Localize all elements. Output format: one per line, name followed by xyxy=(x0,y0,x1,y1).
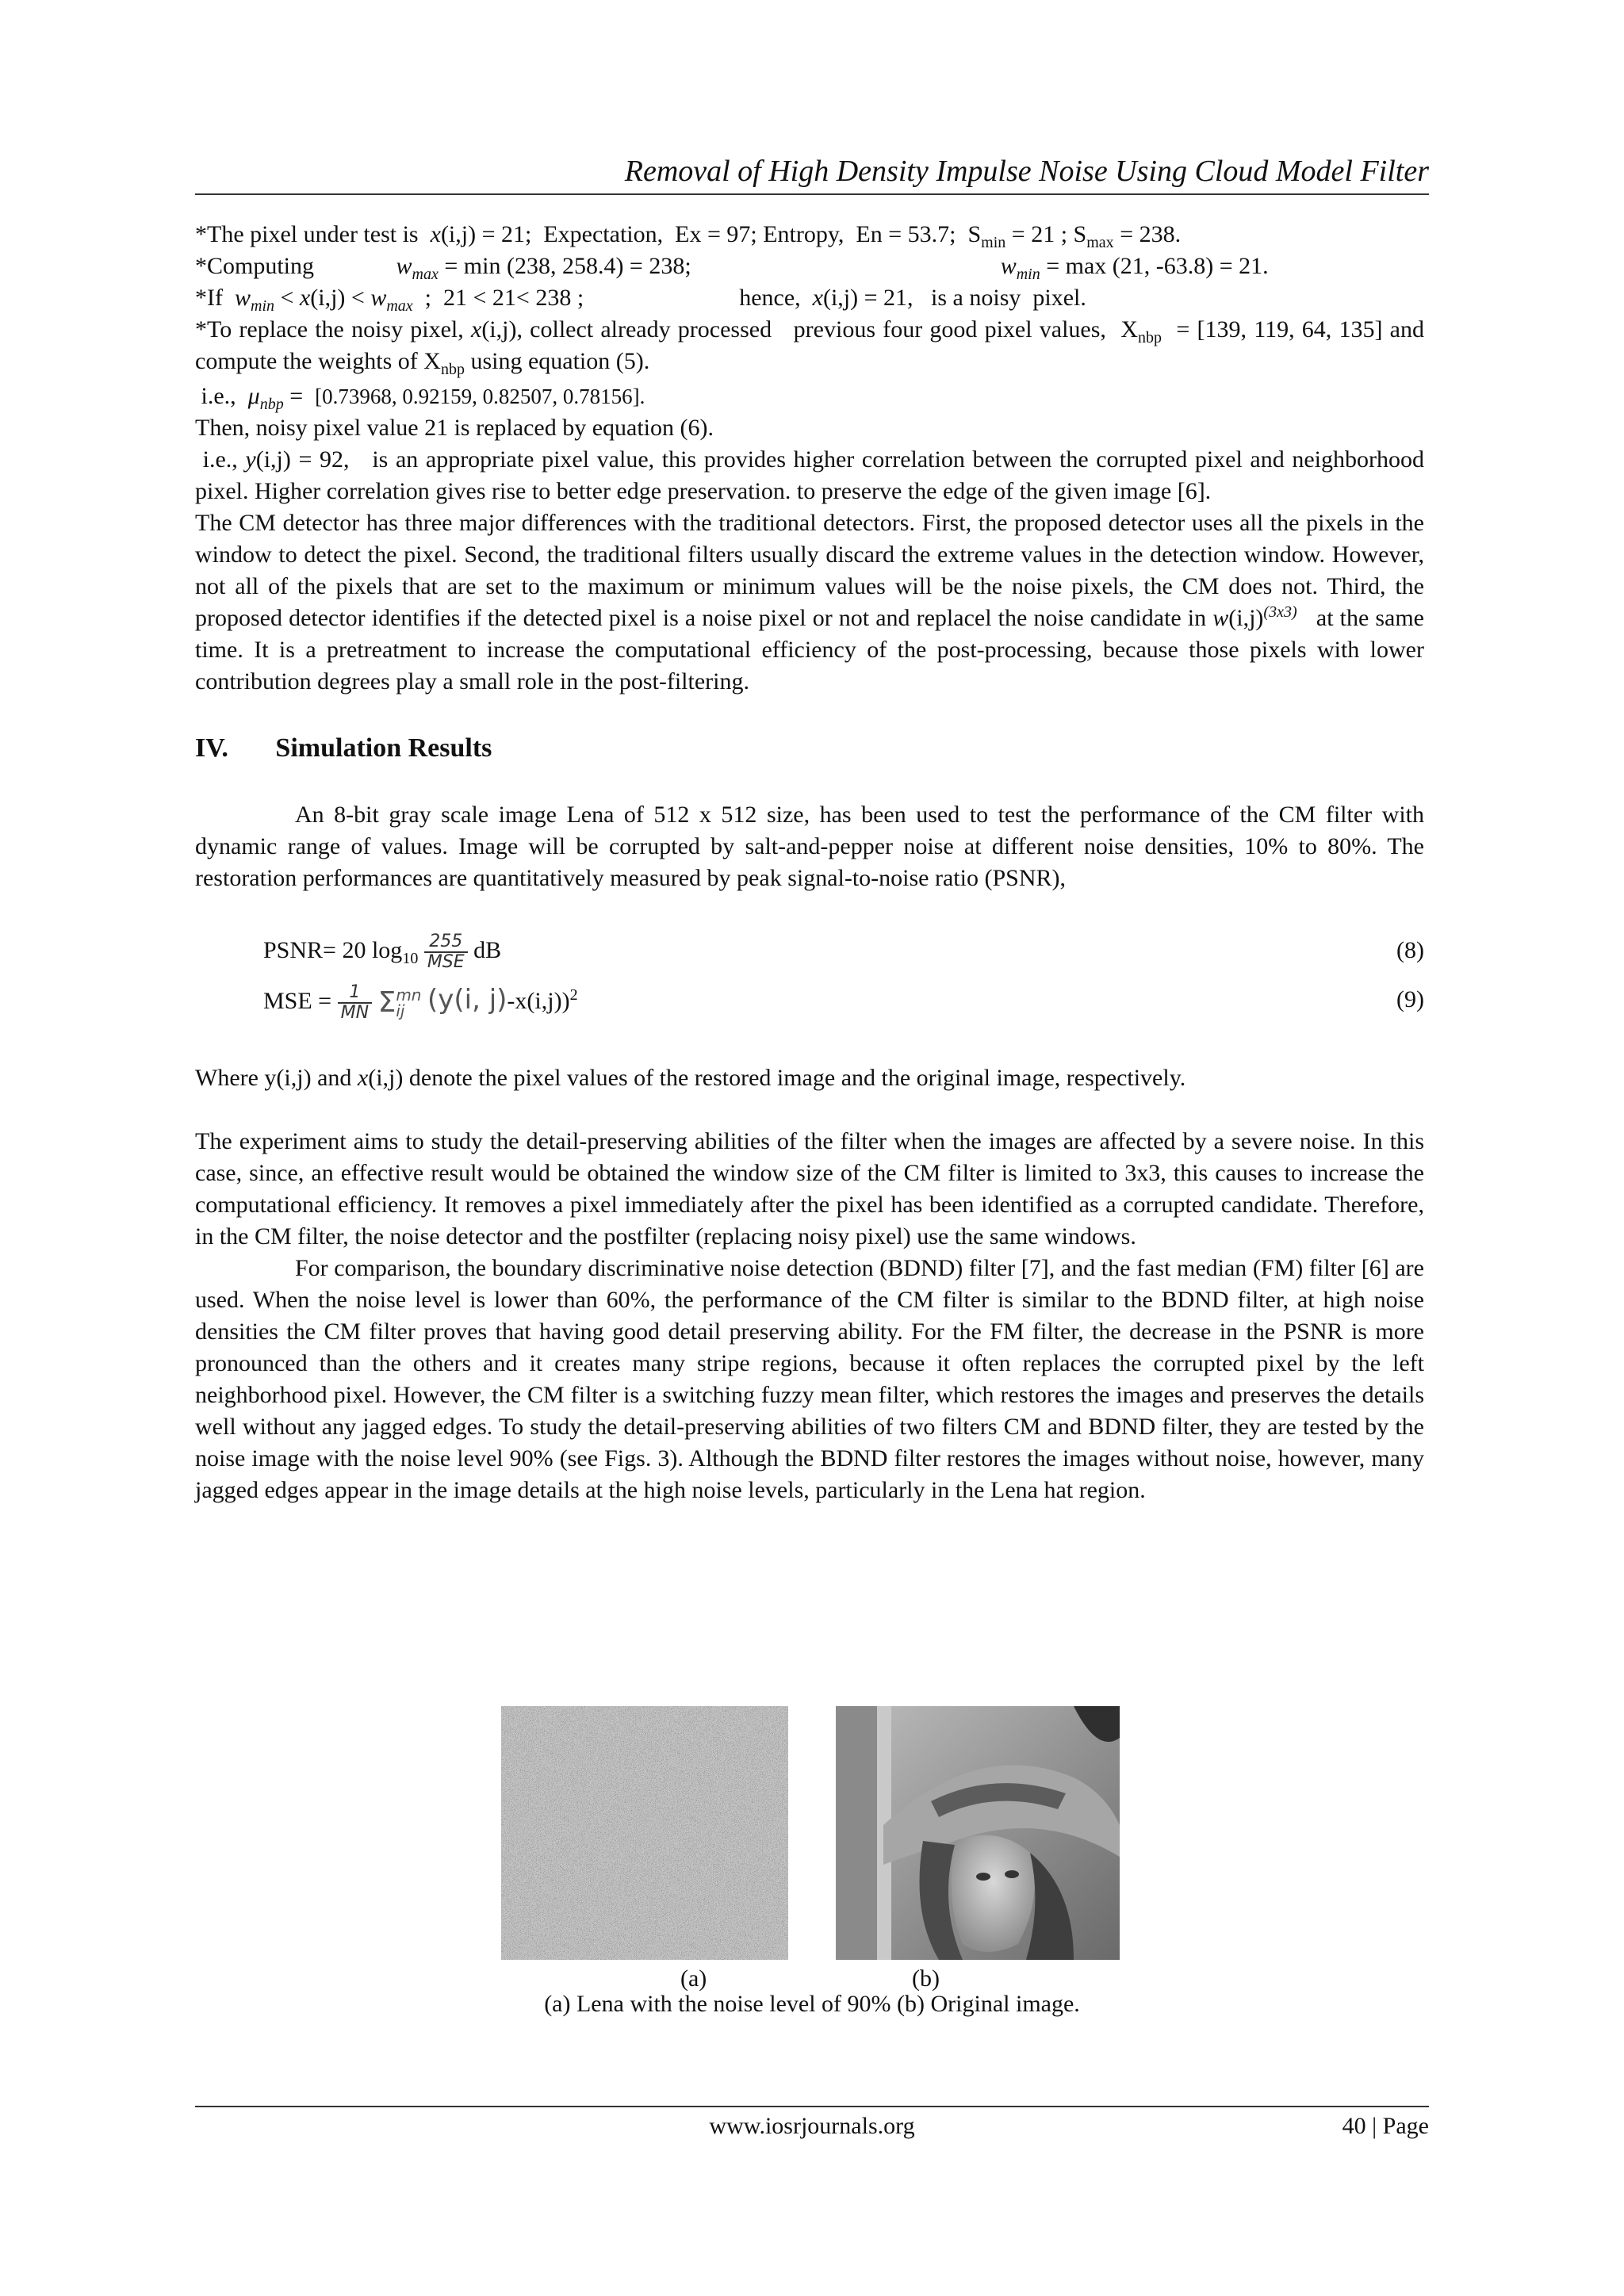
line-pixel-under-test: *The pixel under test is x(i,j) = 21; Expectation, Ex = 97; Entropy, En = 53.7; $S_{min} = 21$ ; $S_{max} = 238$. xyxy=(195,221,1182,251)
footer-url: www.iosrjournals.org xyxy=(709,2113,915,2139)
body-text xyxy=(195,219,1424,1506)
paragraph-cm-detector: The CM detector has three major differences with the traditional detectors. First, the proposed detector uses all the pixels in the window to detect the pixel. Second, the traditional filters usually discard the extreme values in the detection window. However, not all of the pixels that are set to the maximum or minimum values will be the noise pixels, the CM does not. Third, the proposed detector identifies if the detected pixel is a noise pixel or not and replacel the noise candidate in $w(i,j)^{(3x3)}$ at the same time. It is a pretreatment to increase the computational efficiency of the post-processing, because those pixels with lower contribution degrees play a small role in the post-filtering. xyxy=(195,510,1424,695)
line-appropriate-value: i.e., y(i,j) = 92, is an appropriate pixel value, this provides higher correlation between the corrupted pixel and neighborhood pixel. Higher correlation gives rise to better edge preservation. to preserve the edge of the given image [6]. xyxy=(195,446,1424,504)
subfigure-label-b: (b) xyxy=(912,1965,940,1992)
paragraph-experiment: The experiment aims to study the detail-preserving abilities of the filter when the images are affected by a severe noise. In this case, since, an effective result would be obtained the window size of the CM filter is limited to 3x3, this causes to increase the computational efficiency. It removes a pixel immediately after the pixel has been identified as a corrupted candidate. Therefore, in the CM filter, the noise detector and the postfilter (replacing noisy pixel) use the same windows. xyxy=(195,1128,1424,1249)
paragraph-setup: An 8-bit gray scale image Lena of 512 x 512 size, has been used to test the performance of the CM filter with dynamic range of values. Image will be corrupted by salt-and-pepper noise at different noise densities, 10% to 80%. The restoration performances are quantitatively measured by peak signal-to-noise ratio (PSNR), xyxy=(195,802,1424,891)
line-replaced-by-eq6: Then, noisy pixel value 21 is replaced by equation (6). xyxy=(195,415,714,441)
paragraph-comparison: For comparison, the boundary discriminative noise detection (BDND) filter [7], and the fast median (FM) filter [6] are used. When the noise level is lower than 60%, the performance of the CM filter is similar to the BDND filter, at high noise densities the CM filter proves that having good detail preserving ability. For the FM filter, the decrease in the PSNR is more pronounced than the others and it creates many stripe regions, because it often replaces the corrupted pixel by the left neighborhood pixel. However, the CM filter is a switching fuzzy mean filter, which restores the images and preserves the details well without any jagged edges. To study the detail-preserving abilities of two filters CM and BDND filter, they are tested by the noise image with the noise level 90% (see Figs. 3). Although the BDND filter restores the images without noise, however, many jagged edges appear in the image details at the high noise levels, particularly in the Lena hat region. xyxy=(195,1255,1424,1503)
equation-mse: MSE = $\frac{1}{MN}$ Σ mn ij (y(i, j)-x(i,j))$^2$ (9) xyxy=(263,982,1424,1024)
line-replace-noisy: *To replace the noisy pixel, x(i,j), collect already processed previous four good pixel values, $X_{nbp} = [139$, 119, 64, 135] and compute the weights of $X_{nbp}$ using equation (5). xyxy=(195,316,1424,378)
equation-psnr: PSNR= 20 $\log_{10}$ $\frac{255}{\text{MSE}}$ dB (8) xyxy=(263,932,1424,973)
noisy-lena-image xyxy=(501,1706,788,1960)
subfigure-label-a: (a) xyxy=(680,1965,707,1992)
header-rule xyxy=(195,193,1429,195)
page-number: 40 | Page xyxy=(1342,2113,1429,2139)
original-lena-image xyxy=(836,1706,1120,1960)
figure-3 xyxy=(0,1706,1624,2007)
mse-fraction: $\frac{1}{MN}$ xyxy=(338,983,372,1023)
section-heading: IV. Simulation Results xyxy=(195,733,492,763)
figure-caption: (a) Lena with the noise level of 90% (b) Original image. xyxy=(544,1991,1080,2017)
psnr-fraction: $\frac{255}{\text{MSE}}$ xyxy=(424,932,468,972)
paragraph-where: Where y(i,j) and x(i,j) denote the pixel values of the restored image and the original image, respectively. xyxy=(195,1065,1186,1091)
line-if-condition: *If $w_{min} < x(i,j) < w_{max}$ ; 21 < 21< 238 ; hence, x(i,j) = 21, is a noisy pixel. xyxy=(195,285,1086,315)
line-weights: i.e., $\mu_{nbp} = [0.73968$, 0.92159, 0.82507, 0.78156]. xyxy=(195,383,645,413)
footer-rule xyxy=(195,2106,1429,2107)
running-header: Removal of High Density Impulse Noise Using Cloud Model Filter xyxy=(624,155,1429,188)
line-computing: *Computing $w_{max} = \min (238$, 258.4) = 238; $w_{min} = \max (21$, -63.8) = 21. xyxy=(195,253,1269,283)
